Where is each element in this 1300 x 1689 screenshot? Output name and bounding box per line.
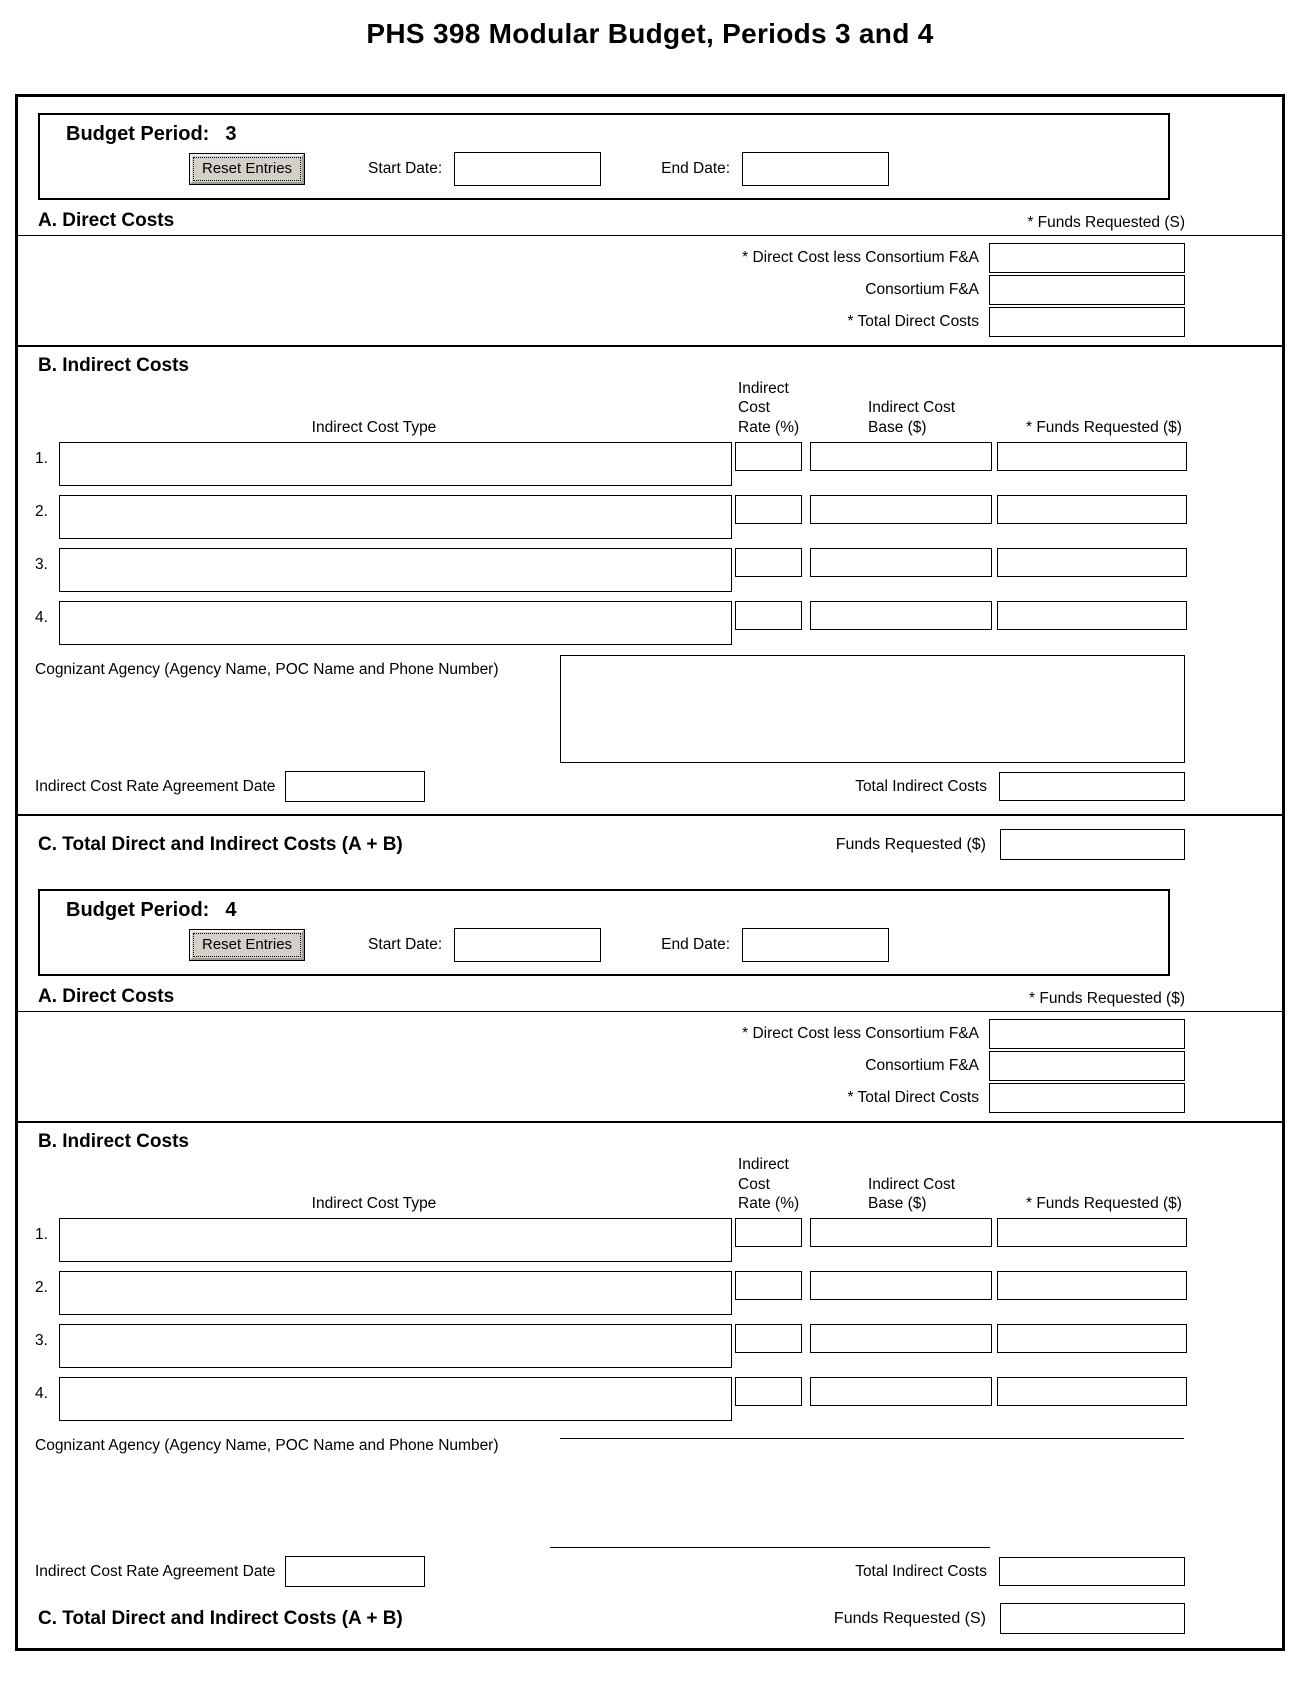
p4-total-costs-heading: C. Total Direct and Indirect Costs (A + B) (38, 1607, 403, 1629)
p3-consortium-fa-input[interactable] (989, 275, 1185, 305)
p3-cognizant-agency-input[interactable] (560, 655, 1185, 763)
p4-indirect-rate-input-4[interactable] (735, 1377, 802, 1406)
p3-indirect-funds-input-3[interactable] (997, 548, 1187, 577)
p3-total-funds-input[interactable] (1000, 829, 1185, 860)
p4-start-date-label: Start Date: (368, 936, 443, 954)
p4-agreement-date-row (35, 1556, 1282, 1587)
p3-funds-requested-header: * Funds Requested (S) (1027, 214, 1185, 231)
p4-indirect-type-input-1[interactable] (59, 1218, 732, 1262)
p3-cognizant-agency-label: Cognizant Agency (Agency Name, POC Name and Phone Number) (35, 661, 499, 679)
p4-total-indirect-line (550, 1547, 990, 1548)
p4-total-indirect-input[interactable] (999, 1557, 1185, 1586)
p3-indirect-base-input-1[interactable] (810, 442, 992, 471)
p3-indirect-type-input-4[interactable] (59, 601, 732, 645)
p4-direct-less-consortium-input[interactable] (989, 1019, 1185, 1049)
p4-indirect-funds-input-4[interactable] (997, 1377, 1187, 1406)
p3-indirect-column-headers (18, 377, 1282, 442)
p3-budget-period-label: Budget Period: (66, 123, 210, 145)
p4-cognizant-agency-label: Cognizant Agency (Agency Name, POC Name and Phone Number) (35, 1437, 499, 1455)
p4-indirect-type-input-2[interactable] (59, 1271, 732, 1315)
p3-consortium-fa-label: Consortium F&A (865, 281, 979, 298)
p3-cognizant-agency-row (35, 655, 1282, 763)
p3-indirect-base-input-3[interactable] (810, 548, 992, 577)
page-title: PHS 398 Modular Budget, Periods 3 and 4 (366, 18, 934, 49)
p4-indirect-costs-heading: B. Indirect Costs (38, 1131, 189, 1153)
p4-total-direct-input[interactable] (989, 1083, 1185, 1113)
p4-indirect-costs-section (18, 1121, 1282, 1599)
p4-direct-costs-header (18, 976, 1282, 1012)
p4-agreement-date-input[interactable] (285, 1556, 425, 1587)
p3-row-2-number: 2. (35, 503, 48, 521)
p4-indirect-base-input-2[interactable] (810, 1271, 992, 1300)
p4-row-4-number: 4. (35, 1385, 48, 1403)
p3-reset-entries-button[interactable]: Reset Entries (190, 154, 304, 184)
p3-total-costs-heading: C. Total Direct and Indirect Costs (A + B) (38, 833, 403, 855)
p4-total-indirect-label: Total Indirect Costs (855, 1562, 987, 1580)
p3-indirect-rate-input-4[interactable] (735, 601, 802, 630)
p4-indirect-base-input-3[interactable] (810, 1324, 992, 1353)
p3-indirect-type-header: Indirect Cost Type (311, 419, 437, 437)
p4-cognizant-agency-space[interactable] (18, 1455, 1282, 1547)
p3-indirect-row-1 (18, 442, 1282, 486)
p3-start-date-input[interactable] (454, 152, 601, 186)
p3-indirect-rate-input-3[interactable] (735, 548, 802, 577)
p3-indirect-row-4 (18, 601, 1282, 645)
p4-budget-period-number: 4 (225, 899, 237, 922)
p4-indirect-base-header: Indirect Cost Base ($) (868, 1175, 956, 1212)
form-border (15, 94, 1285, 1651)
p3-budget-period-number: 3 (225, 123, 237, 145)
p3-end-date-label: End Date: (661, 160, 731, 177)
p4-indirect-rate-input-1[interactable] (735, 1218, 802, 1247)
p3-indirect-row-3 (18, 548, 1282, 592)
p3-period-header-box (38, 113, 1170, 200)
p3-direct-cost-rows (18, 236, 1282, 345)
p4-consortium-fa-label: Consortium F&A (865, 1057, 979, 1075)
p3-indirect-rate-input-1[interactable] (735, 442, 802, 471)
p4-end-date-input[interactable] (742, 928, 889, 962)
p3-direct-costs-heading: A. Direct Costs (38, 210, 175, 231)
p3-indirect-base-input-4[interactable] (810, 601, 992, 630)
p4-indirect-rate-header: Indirect Cost Rate (%) (738, 1156, 800, 1212)
p3-indirect-type-input-1[interactable] (59, 442, 732, 486)
p3-indirect-funds-header: * Funds Requested ($) (1026, 419, 1182, 437)
p3-row-4-number: 4. (35, 609, 48, 627)
p3-period-heading (40, 123, 1168, 146)
p3-total-direct-row (847, 307, 1185, 337)
budget-period-4-section (18, 889, 1282, 1644)
p4-indirect-funds-header: * Funds Requested ($) (1026, 1195, 1182, 1213)
p4-indirect-base-input-4[interactable] (810, 1377, 992, 1406)
p3-direct-less-consortium-label: * Direct Cost less Consortium F&A (742, 249, 979, 266)
p3-direct-costs-header (18, 200, 1282, 236)
p4-end-date-label: End Date: (661, 936, 731, 954)
p3-indirect-type-input-3[interactable] (59, 548, 732, 592)
p3-period-controls (40, 152, 1168, 186)
p3-end-date-input[interactable] (742, 152, 889, 186)
p4-indirect-type-input-3[interactable] (59, 1324, 732, 1368)
p3-agreement-date-label: Indirect Cost Rate Agreement Date (35, 777, 276, 795)
p4-indirect-funds-input-3[interactable] (997, 1324, 1187, 1353)
p4-indirect-funds-input-2[interactable] (997, 1271, 1187, 1300)
p4-budget-period-label: Budget Period: (66, 899, 210, 922)
p4-indirect-type-header: Indirect Cost Type (311, 1195, 437, 1213)
p4-indirect-base-input-1[interactable] (810, 1218, 992, 1247)
p3-indirect-funds-input-1[interactable] (997, 442, 1187, 471)
p4-indirect-rate-input-3[interactable] (735, 1324, 802, 1353)
p4-row-2-number: 2. (35, 1279, 48, 1297)
p4-indirect-funds-input-1[interactable] (997, 1218, 1187, 1247)
p3-total-direct-input[interactable] (989, 307, 1185, 337)
p3-indirect-row-2 (18, 495, 1282, 539)
p3-indirect-costs-section (18, 345, 1282, 814)
p4-total-costs-section (18, 1599, 1282, 1644)
p3-total-direct-label: * Total Direct Costs (847, 313, 979, 330)
p3-indirect-funds-input-2[interactable] (997, 495, 1187, 524)
p4-row-3-number: 3. (35, 1332, 48, 1350)
p4-total-funds-label: Funds Requested (S) (833, 1609, 986, 1627)
p4-cognizant-agency-line (560, 1438, 1184, 1439)
p3-indirect-base-input-2[interactable] (810, 495, 992, 524)
p4-indirect-row-1 (18, 1218, 1282, 1262)
p4-start-date-input[interactable] (454, 928, 601, 962)
p3-total-costs-section (18, 814, 1282, 873)
p4-funds-requested-header: * Funds Requested ($) (1029, 990, 1185, 1008)
p3-consortium-fa-row (865, 275, 1185, 305)
p4-reset-entries-button[interactable]: Reset Entries (190, 930, 304, 960)
p4-indirect-row-4 (18, 1377, 1282, 1421)
p4-cognizant-agency-row (35, 1431, 1282, 1455)
p3-total-indirect-input[interactable] (999, 772, 1185, 801)
p3-agreement-date-row (35, 771, 1282, 802)
p3-direct-less-consortium-row (742, 243, 1185, 273)
p4-direct-costs-heading: A. Direct Costs (38, 986, 175, 1008)
p4-indirect-row-3 (18, 1324, 1282, 1368)
p4-direct-less-consortium-label: * Direct Cost less Consortium F&A (742, 1025, 979, 1043)
p3-direct-costs-section (18, 200, 1282, 345)
p3-indirect-type-input-2[interactable] (59, 495, 732, 539)
p3-indirect-base-header: Indirect Cost Base ($) (868, 399, 956, 436)
p4-row-1-number: 1. (35, 1226, 48, 1244)
p4-total-direct-row (847, 1083, 1185, 1113)
p3-total-funds-label: Funds Requested ($) (835, 835, 986, 853)
p3-indirect-funds-input-4[interactable] (997, 601, 1187, 630)
p4-indirect-type-input-4[interactable] (59, 1377, 732, 1421)
p3-agreement-date-input[interactable] (285, 771, 425, 802)
p3-row-1-number: 1. (35, 450, 48, 468)
p4-direct-cost-rows (18, 1012, 1282, 1121)
p4-direct-less-consortium-row (742, 1019, 1185, 1049)
p4-consortium-fa-row (865, 1051, 1185, 1081)
p4-indirect-rate-input-2[interactable] (735, 1271, 802, 1300)
p4-direct-costs-section (18, 976, 1282, 1121)
p3-total-indirect-label: Total Indirect Costs (855, 777, 987, 795)
p4-agreement-date-label: Indirect Cost Rate Agreement Date (35, 1562, 276, 1580)
p4-consortium-fa-input[interactable] (989, 1051, 1185, 1081)
p4-total-funds-input[interactable] (1000, 1603, 1185, 1634)
p3-direct-less-consortium-input[interactable] (989, 243, 1185, 273)
p3-indirect-rate-header: Indirect Cost Rate (%) (738, 380, 800, 436)
p4-period-controls (40, 928, 1168, 962)
budget-period-3-section (18, 113, 1282, 873)
p4-period-header-box (38, 889, 1170, 976)
p4-total-direct-label: * Total Direct Costs (847, 1089, 979, 1107)
p3-start-date-label: Start Date: (368, 160, 443, 177)
p3-row-3-number: 3. (35, 556, 48, 574)
p3-indirect-costs-heading: B. Indirect Costs (38, 355, 189, 376)
p4-indirect-column-headers (18, 1153, 1282, 1218)
p4-period-heading (40, 899, 1168, 922)
p3-indirect-rate-input-2[interactable] (735, 495, 802, 524)
p4-indirect-row-2 (18, 1271, 1282, 1315)
